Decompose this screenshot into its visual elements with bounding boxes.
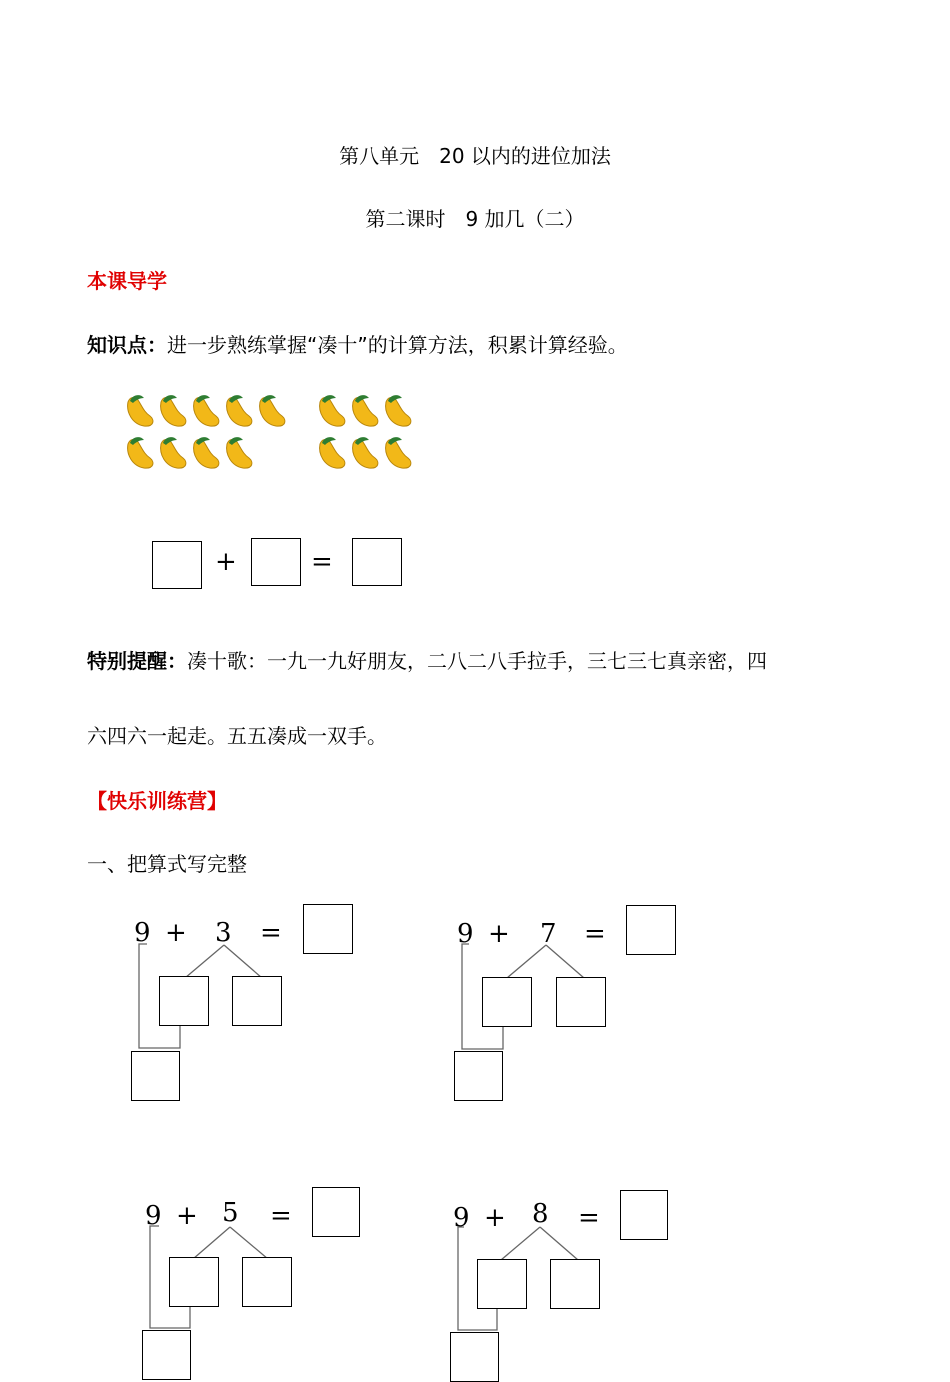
addend-b: 8 bbox=[532, 1199, 549, 1229]
addend-a: 9 bbox=[457, 919, 474, 949]
knowledge-label: 知识点： bbox=[87, 333, 167, 357]
addend-b: 7 bbox=[540, 919, 557, 949]
plus-sign: + bbox=[488, 919, 510, 949]
split-box[interactable] bbox=[477, 1259, 527, 1309]
split-box[interactable] bbox=[550, 1259, 600, 1309]
addend-a: 9 bbox=[145, 1201, 162, 1231]
addend-a: 9 bbox=[453, 1203, 470, 1233]
lesson-title: 第二课时 9 加几（二） bbox=[365, 207, 585, 231]
reminder-line-2: 六四六一起走。五五凑成一双手。 bbox=[87, 724, 387, 748]
equals-sign: = bbox=[311, 547, 333, 577]
guide-heading: 本课导学 bbox=[87, 269, 167, 293]
ten-box[interactable] bbox=[450, 1332, 499, 1382]
reminder-text: 凑十歌：一九一九好朋友，二八二八手拉手，三七三七真亲密，四 bbox=[187, 649, 767, 673]
equals-sign: = bbox=[584, 919, 606, 949]
plus-sign: + bbox=[165, 918, 187, 948]
equals-sign: = bbox=[270, 1201, 292, 1231]
knowledge-text: 进一步熟练掌握“凑十”的计算方法，积累计算经验。 bbox=[167, 333, 628, 357]
equals-sign: = bbox=[578, 1203, 600, 1233]
addend-b: 3 bbox=[215, 918, 232, 948]
result-box[interactable] bbox=[620, 1190, 668, 1240]
unit-title: 第八单元 20 以内的进位加法 bbox=[339, 144, 611, 168]
equals-sign: = bbox=[260, 918, 282, 948]
training-heading: 【快乐训练营】 bbox=[87, 789, 227, 813]
addend-a: 9 bbox=[134, 918, 151, 948]
reminder-label: 特别提醒： bbox=[87, 649, 187, 673]
plus-sign: + bbox=[484, 1203, 506, 1233]
plus-sign: + bbox=[176, 1201, 198, 1231]
question-1: 一、把算式写完整 bbox=[87, 852, 247, 876]
addend-b: 5 bbox=[222, 1198, 239, 1228]
plus-sign: + bbox=[215, 547, 237, 577]
